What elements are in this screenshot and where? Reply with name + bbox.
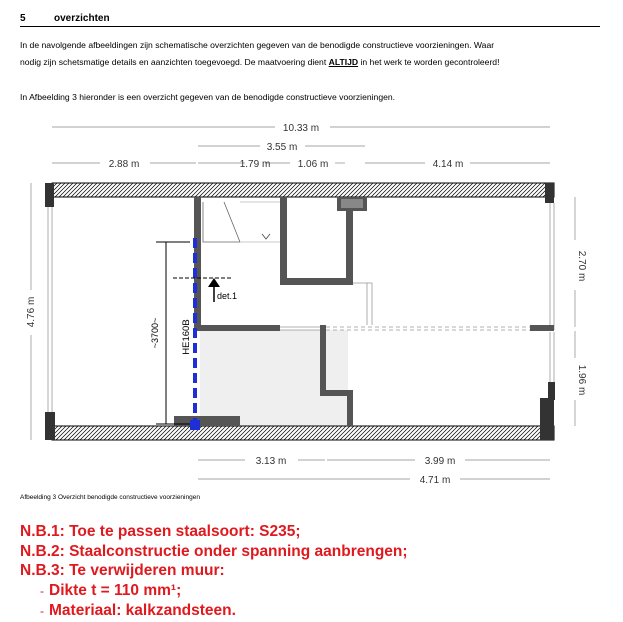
dim-left: 4.76 m <box>26 296 37 328</box>
section-arrow-icon <box>208 278 220 287</box>
intro-emphasis: ALTIJD <box>328 57 359 67</box>
notes-block <box>20 522 408 622</box>
dim-seg2-top: 1.79 m <box>239 159 271 170</box>
note-1: N.B.1: Toe te passen staalsoort: S235; <box>20 523 301 540</box>
right-dimensions <box>575 197 587 426</box>
floor-plan <box>0 112 623 490</box>
section-number: 5 <box>20 13 26 24</box>
corner-block <box>45 412 55 440</box>
intro-line-2-start: nodig zijn schetsmatige details en aanzichten toegevoegd. De maatvoering dient <box>20 57 329 67</box>
top-dimensions <box>52 123 550 170</box>
corner-block <box>545 183 554 203</box>
dim-seg3-top: 1.06 m <box>297 159 329 170</box>
top-outer-wall <box>52 183 554 197</box>
dim-seg1-top: 2.88 m <box>108 159 140 170</box>
beam-support <box>190 420 200 430</box>
corner-block <box>45 183 54 207</box>
dim-overall-bottom: 4.71 m <box>419 475 451 486</box>
door-openings <box>203 202 530 330</box>
note-3: N.B.3: Te verwijderen muur: <box>20 562 225 579</box>
dim-seg1-bottom: 3.13 m <box>255 456 287 467</box>
dim-right-bottom: 1.96 m <box>576 364 587 396</box>
section-header <box>20 10 600 27</box>
note-2: N.B.2: Staalconstructie onder spanning aanbrengen; <box>20 542 408 560</box>
section-title: overzichten <box>54 13 110 24</box>
intro-paragraph <box>20 37 610 71</box>
note-3-sub-1: - Dikte t = 110 mm¹; <box>40 581 182 599</box>
beam-length-label: ~3700~ <box>150 317 160 349</box>
chimney-detail <box>341 199 363 208</box>
intro-line-3: In Afbeelding 3 hieronder is een overzicht gegeven van de benodigde constructieve voorzieningen. <box>20 92 396 102</box>
corner-block <box>540 398 554 440</box>
note-3-sub-2: - Materiaal: kalkzandsteen. <box>40 602 236 619</box>
detail-label: det.1 <box>217 291 238 301</box>
dim-right-top: 2.70 m <box>576 250 587 282</box>
dim-middle-top: 3.55 m <box>266 142 298 153</box>
intro-line-2 <box>20 54 610 71</box>
note-3-sub-1-text: Dikte t = 110 mm¹; <box>49 581 182 599</box>
note-3-sub-2-text: Materiaal: kalkzandsteen. <box>49 602 236 619</box>
bottom-outer-wall <box>52 426 554 440</box>
dim-seg4-top: 4.14 m <box>432 159 464 170</box>
beam-profile-label: HE160B <box>181 319 192 355</box>
dim-overall-top: 10.33 m <box>282 123 320 134</box>
left-dimension <box>26 183 37 440</box>
intro-line-1: In de navolgende afbeeldingen zijn schematische overzichten gegeven van de benodigde constructieve voorzieningen. Waar <box>20 40 495 50</box>
bottom-dimensions <box>198 456 550 486</box>
dim-seg2-bottom: 3.99 m <box>424 456 456 467</box>
intro-line-2-end: in het werk te worden gecontroleerd! <box>358 57 500 67</box>
corner-block <box>548 382 555 400</box>
figure-caption: Afbeelding 3 Overzicht benodigde constructieve voorzieningen <box>20 494 200 501</box>
